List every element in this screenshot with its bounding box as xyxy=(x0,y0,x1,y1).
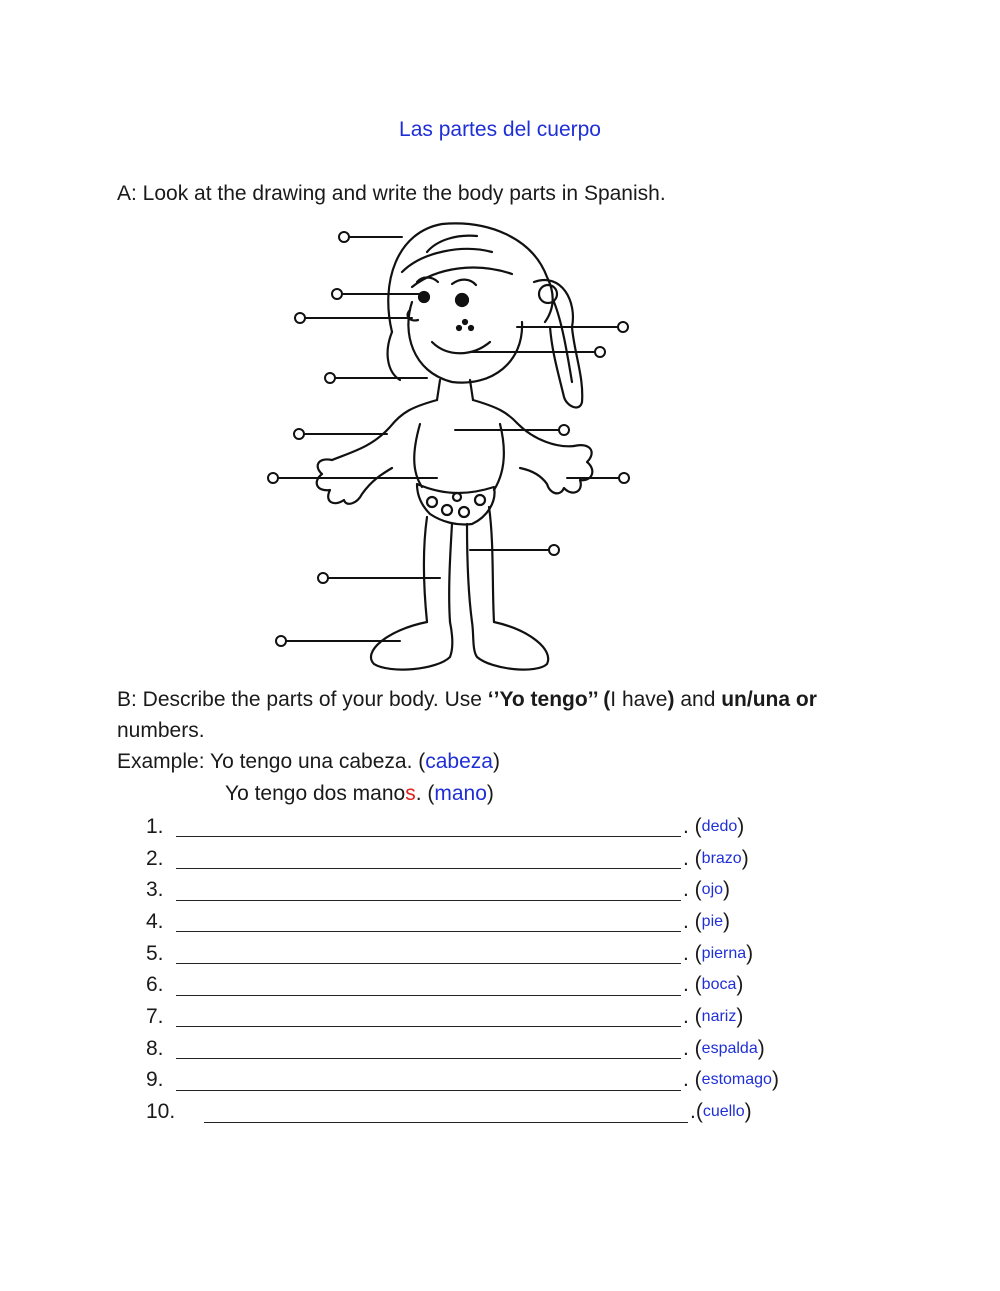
answer-blank[interactable] xyxy=(176,816,681,837)
exercise-item: 6. . ( boca ) xyxy=(146,973,744,997)
instruction-a: A: Look at the drawing and write the body parts in Spanish. xyxy=(117,182,666,205)
exercise-item: 8. . ( espalda ) xyxy=(146,1036,765,1060)
answer-blank[interactable] xyxy=(176,975,681,996)
example-block xyxy=(117,746,500,810)
example-line-1: Example: Yo tengo una cabeza. (cabeza) xyxy=(117,750,500,773)
answer-blank[interactable] xyxy=(176,1070,681,1091)
exercise-item: 4. . ( pie ) xyxy=(146,909,731,933)
exercise-list xyxy=(146,811,779,1128)
answer-blank[interactable] xyxy=(176,911,681,932)
answer-blank[interactable] xyxy=(176,1038,681,1059)
exercise-item: 2. . ( brazo ) xyxy=(146,846,749,870)
instruction-b: B: Describe the parts of your body. Use ‘’Yo tengo’’ (I have) and un/una or numbers. xyxy=(117,688,817,742)
answer-blank[interactable] xyxy=(176,943,681,964)
exercise-item: 3. . ( ojo ) xyxy=(146,878,731,902)
example-line-2: Yo tengo dos manos. (mano) xyxy=(225,782,494,805)
body-diagram xyxy=(262,212,642,677)
exercise-item: 1. . ( dedo ) xyxy=(146,814,745,838)
answer-blank[interactable] xyxy=(176,880,681,901)
exercise-item: 9. . ( estomago ) xyxy=(146,1068,779,1092)
answer-blank[interactable] xyxy=(204,1102,688,1123)
exercise-item: 5. . ( pierna ) xyxy=(146,941,754,965)
exercise-item: 10. .( cuello ) xyxy=(146,1100,752,1124)
answer-blank[interactable] xyxy=(176,848,681,869)
exercise-item: 7. . ( nariz ) xyxy=(146,1004,744,1028)
answer-blank[interactable] xyxy=(176,1006,681,1027)
page-title: Las partes del cuerpo xyxy=(399,118,601,141)
